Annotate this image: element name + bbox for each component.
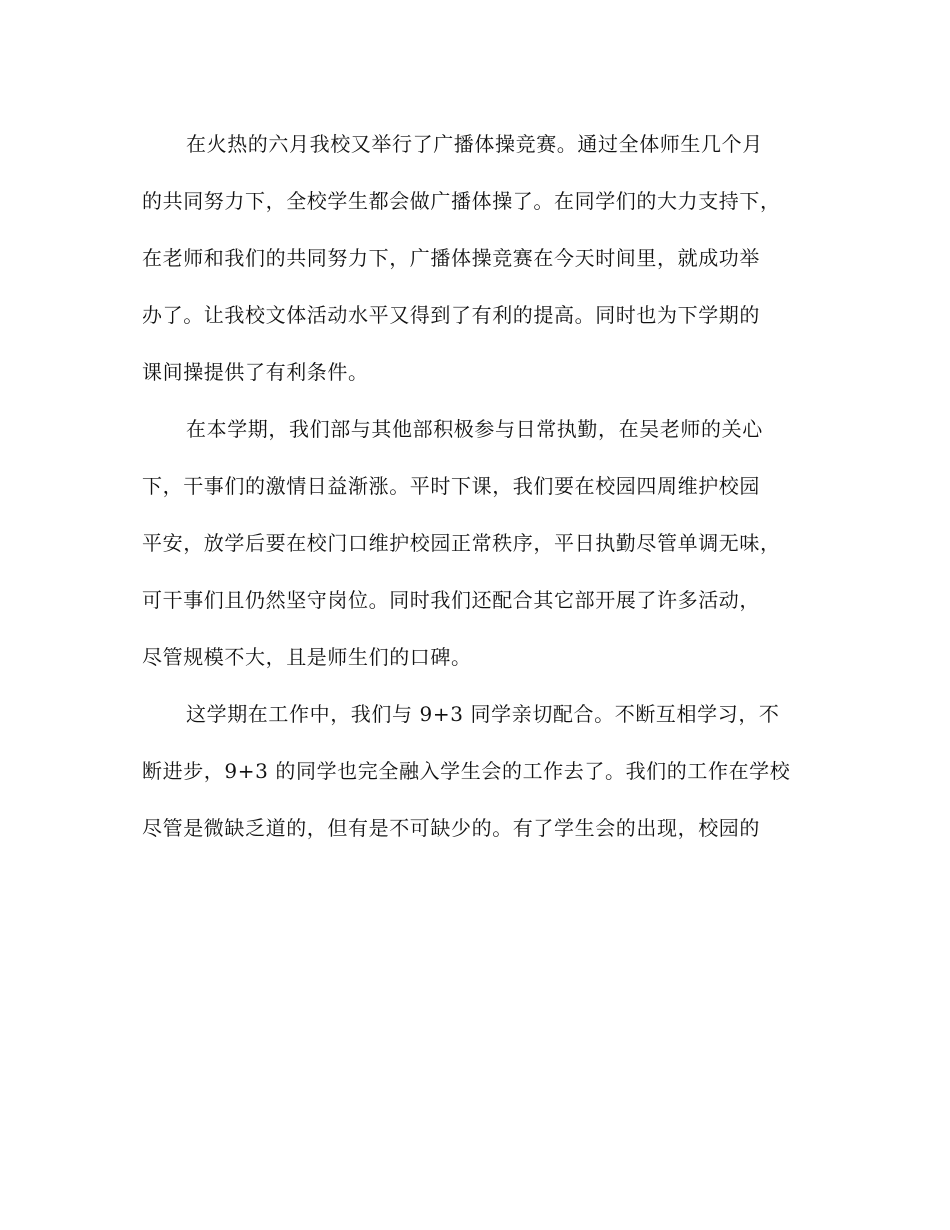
paragraph-1-line-4: 办了。让我校文体活动水平又得到了有利的提高。同时也为下学期的: [142, 303, 760, 327]
paragraph-3-line-2: 断进步，9+3 的同学也完全融入学生会的工作去了。我们的工作在学校: [142, 759, 791, 783]
paragraph-1-line-2: 的共同努力下，全校学生都会做广播体操了。在同学们的大力支持下，: [142, 189, 781, 213]
paragraph-3-line-1: 这学期在工作中，我们与 9+3 同学亲切配合。不断互相学习，不: [186, 702, 780, 726]
paragraph-1-line-3: 在老师和我们的共同努力下，广播体操竞赛在今天时间里，就成功举: [142, 246, 760, 270]
paragraph-2-line-2: 下，干事们的激情日益渐涨。平时下课，我们要在校园四周维护校园: [142, 474, 760, 498]
paragraph-2-line-1: 在本学期，我们部与其他部积极参与日常执勤，在吴老师的关心: [186, 417, 763, 441]
paragraph-2-line-5: 尽管规模不大，且是师生们的口碑。: [142, 645, 472, 669]
paragraph-3-line-3: 尽管是微缺乏道的，但有是不可缺少的。有了学生会的出现，校园的: [142, 816, 760, 840]
paragraph-2-line-3: 平安，放学后要在校门口维护校园正常秩序，平日执勤尽管单调无味，: [142, 531, 781, 555]
document-body: [142, 124, 812, 865]
paragraph-1-line-5: 课间操提供了有利条件。: [142, 360, 369, 384]
paragraph-2-line-4: 可干事们且仍然坚守岗位。同时我们还配合其它部开展了许多活动，: [142, 588, 760, 612]
paragraph-1-line-1: 在火热的六月我校又举行了广播体操竞赛。通过全体师生几个月: [186, 132, 763, 156]
